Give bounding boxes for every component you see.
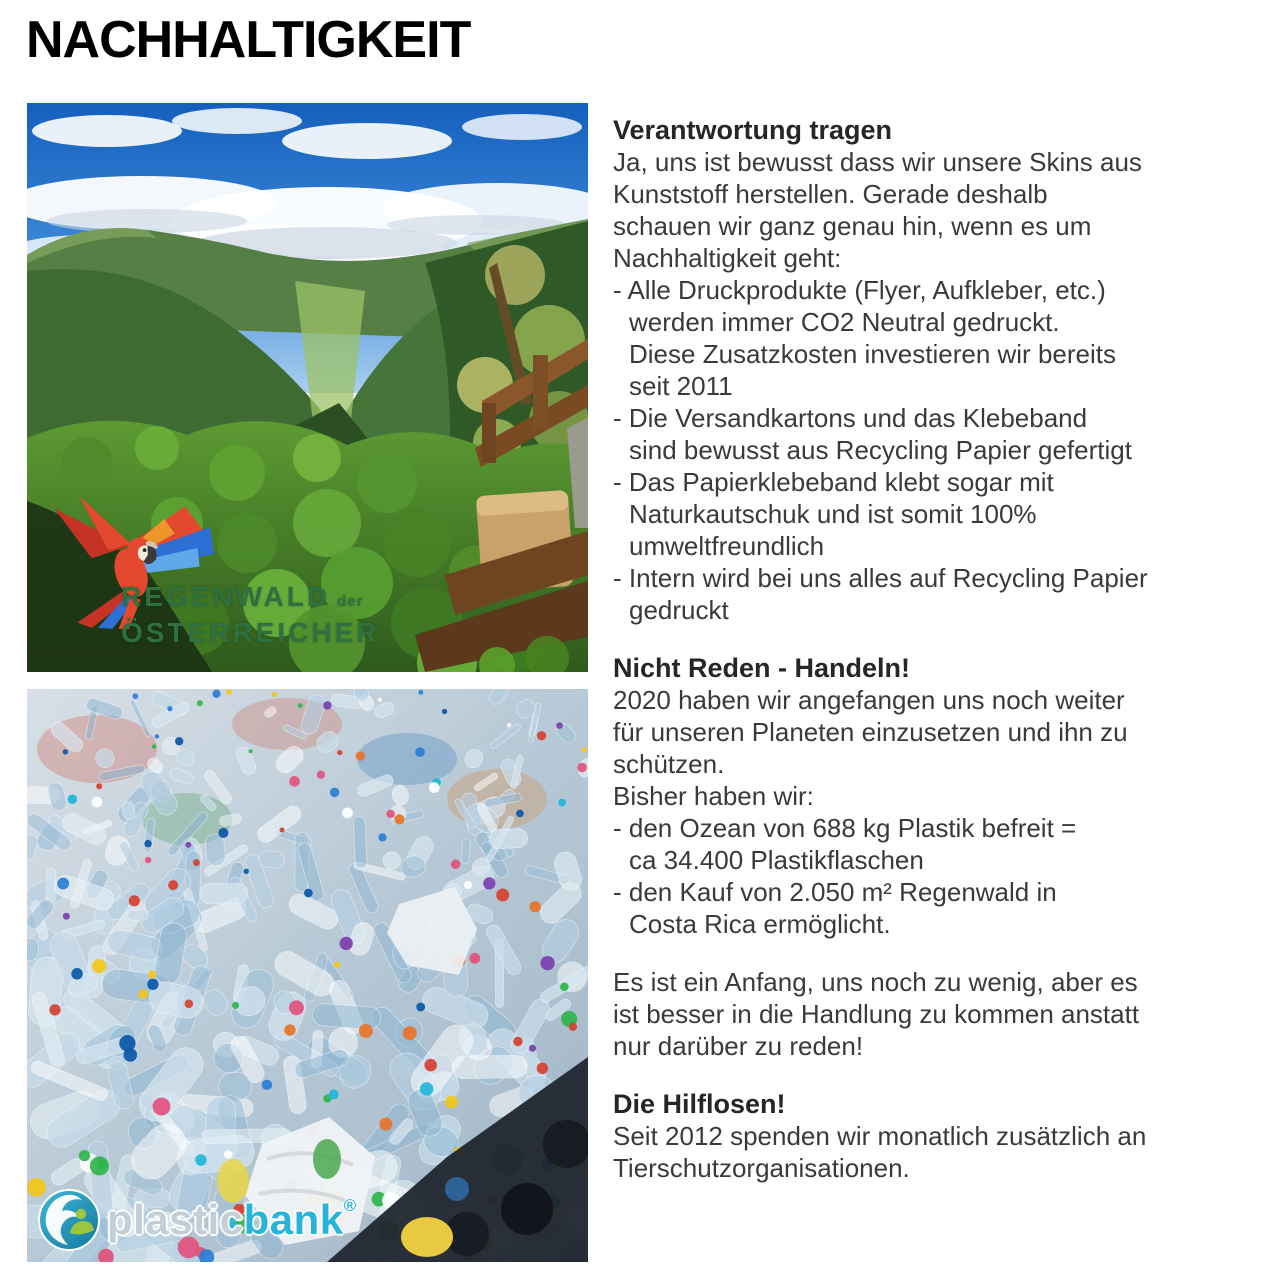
plasticbank-word-plastic: plastic [107,1196,244,1243]
text-section [613,966,1278,1062]
text-line: - Alle Druckprodukte (Flyer, Aufkleber, etc.) [613,275,1106,305]
text-line: - Intern wird bei uns alles auf Recycling Papier [613,563,1148,593]
text-line: ist besser in die Handlung zu kommen anstatt [613,999,1140,1029]
text-line: umweltfreundlich [629,531,825,561]
text-line: Costa Rica ermöglicht. [629,909,891,939]
text-line: sind bewusst aus Recycling Papier gefertigt [629,435,1132,465]
text-line: - Die Versandkartons und das Klebeband [613,403,1088,433]
regenwald-logo-text [121,581,379,648]
regenwald-logo [39,504,479,654]
text-line: - Das Papierklebeband klebt sogar mit [613,467,1054,497]
text-line: Bisher haben wir: [613,781,814,811]
text-line: Es ist ein Anfang, uns noch zu wenig, aber es [613,967,1138,997]
regenwald-word: REGENWALD [121,581,330,612]
text-line: Kunststoff herstellen. Gerade deshalb [613,179,1048,209]
text-line: Ja, uns ist bewusst dass wir unsere Skins aus [613,147,1142,177]
text-line: Seit 2012 spenden wir monatlich zusätzlich an [613,1121,1147,1151]
text-line: Naturkautschuk und ist somit 100% [629,499,1037,529]
plasticbank-swirl-icon [37,1188,101,1252]
text-section [613,652,1278,940]
text-section [613,1088,1278,1184]
text-line: seit 2011 [629,371,733,401]
text-section [613,114,1278,626]
plasticbank-wordmark [107,1196,357,1244]
page-title: NACHHALTIGKEIT [26,11,471,69]
plastic-bottles-photo [27,689,588,1262]
text-line: gedruckt [629,595,729,625]
rainforest-photo [27,103,588,672]
text-line: - den Kauf von 2.050 m² Regenwald in [613,877,1057,907]
text-column [613,114,1278,1210]
text-line: nur darüber zu reden! [613,1031,864,1061]
text-line: - den Ozean von 688 kg Plastik befreit = [613,813,1077,843]
text-line: Diese Zusatzkosten investieren wir bereits [629,339,1116,369]
regenwald-der-word: der [337,593,364,610]
text-line: werden immer CO2 Neutral gedruckt. [629,307,1060,337]
text-line: Nachhaltigkeit geht: [613,243,842,273]
section-heading: Verantwortung tragen [613,115,893,145]
oesterreicher-word: ÖSTERREICHER [121,617,380,648]
registered-trademark-symbol: ® [343,1196,357,1215]
plasticbank-logo [37,1188,357,1252]
plasticbank-word-bank: bank [243,1196,344,1243]
plastic-bottles-illustration [27,689,588,1262]
text-line: ca 34.400 Plastikflaschen [629,845,924,875]
text-line: schützen. [613,749,725,779]
section-heading: Die Hilflosen! [613,1089,786,1119]
text-line: Tierschutzorganisationen. [613,1153,910,1183]
text-line: für unseren Planeten einzusetzen und ihn zu [613,717,1128,747]
section-heading: Nicht Reden - Handeln! [613,653,911,683]
text-line: 2020 haben wir angefangen uns noch weiter [613,685,1125,715]
text-line: schauen wir ganz genau hin, wenn es um [613,211,1092,241]
